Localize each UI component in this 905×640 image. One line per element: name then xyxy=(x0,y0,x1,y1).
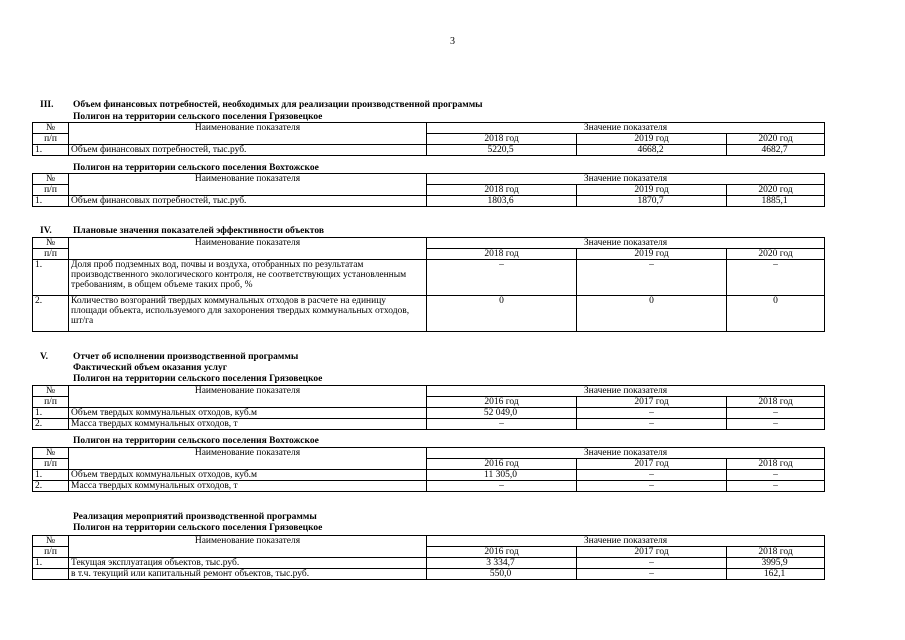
col-no-header: № xyxy=(33,174,69,185)
year-header: 2016 год xyxy=(427,397,577,408)
year-header: 2018 год xyxy=(727,547,825,558)
year-header: 2020 год xyxy=(727,134,825,145)
year-header: 2018 год xyxy=(427,185,577,196)
row-value: 5220,5 xyxy=(427,145,577,156)
row-value: 1885,1 xyxy=(727,196,825,207)
year-header: 2018 год xyxy=(427,249,577,260)
col-name-header: Наименование показателя xyxy=(69,536,427,558)
section-4-title: Плановые значения показателей эффективности объектов xyxy=(73,226,324,236)
table-row xyxy=(33,558,825,569)
section-3-polygon-2: Полигон на территории сельского поселения Вохтожское xyxy=(73,163,319,173)
table-row xyxy=(33,419,825,430)
table-3-1 xyxy=(32,122,825,156)
row-value: 0 xyxy=(427,296,577,332)
row-no xyxy=(33,569,69,580)
table-5-1 xyxy=(32,385,825,430)
col-pp-header: п/п xyxy=(33,185,69,196)
section-5-title: Отчет об исполнении производственной программы xyxy=(73,352,299,362)
row-no: 2. xyxy=(33,481,69,492)
row-value: – xyxy=(727,470,825,481)
year-header: 2018 год xyxy=(427,134,577,145)
row-value: 0 xyxy=(577,296,727,332)
section-5-polygon-1: Полигон на территории сельского поселения Грязовецкое xyxy=(73,374,323,384)
row-no: 2. xyxy=(33,296,69,332)
col-pp-header: п/п xyxy=(33,134,69,145)
year-header: 2019 год xyxy=(577,249,727,260)
row-no: 1. xyxy=(33,470,69,481)
row-value: 3 334,7 xyxy=(427,558,577,569)
row-name: Текущая эксплуатация объектов, тыс.руб. xyxy=(69,558,427,569)
year-header: 2019 год xyxy=(577,134,727,145)
row-value: 4668,2 xyxy=(577,145,727,156)
col-no-header: № xyxy=(33,238,69,249)
col-name-header: Наименование показателя xyxy=(69,238,427,260)
row-value: – xyxy=(577,408,727,419)
year-header: 2016 год xyxy=(427,547,577,558)
table-row xyxy=(33,196,825,207)
row-value: 1803,6 xyxy=(427,196,577,207)
col-pp-header: п/п xyxy=(33,547,69,558)
row-name: Объем финансовых потребностей, тыс.руб. xyxy=(69,145,427,156)
row-no: 1. xyxy=(33,196,69,207)
row-name: Масса твердых коммунальных отходов, т xyxy=(69,481,427,492)
row-name: Количество возгораний твердых коммунальных отходов в расчете на единицу площади объекта, используемого для захоронения твердых коммунальных отходов, шт/га xyxy=(69,296,427,332)
col-value-header: Значение показателя xyxy=(427,448,825,459)
col-name-header: Наименование показателя xyxy=(69,386,427,408)
row-value: – xyxy=(577,260,727,296)
table-row xyxy=(33,260,825,296)
row-value: 4682,7 xyxy=(727,145,825,156)
table-row xyxy=(33,145,825,156)
row-value: 550,0 xyxy=(427,569,577,580)
page-number: 3 xyxy=(450,36,455,47)
section-3-number: III. xyxy=(40,100,54,110)
section-3-title: Объем финансовых потребностей, необходимых для реализации производственной программы xyxy=(73,100,483,110)
row-value: 11 305,0 xyxy=(427,470,577,481)
col-name-header: Наименование показателя xyxy=(69,123,427,145)
table-4 xyxy=(32,237,825,332)
row-no: 2. xyxy=(33,419,69,430)
row-name: Масса твердых коммунальных отходов, т xyxy=(69,419,427,430)
table-5-3 xyxy=(32,535,825,580)
col-name-header: Наименование показателя xyxy=(69,448,427,470)
row-no: 1. xyxy=(33,145,69,156)
col-pp-header: п/п xyxy=(33,249,69,260)
row-value: – xyxy=(427,260,577,296)
table-row xyxy=(33,296,825,332)
section-5-polygon-3: Полигон на территории сельского поселения Грязовецкое xyxy=(73,523,323,533)
row-name: Объем твердых коммунальных отходов, куб.м xyxy=(69,408,427,419)
year-header: 2020 год xyxy=(727,185,825,196)
table-row xyxy=(33,470,825,481)
row-no: 1. xyxy=(33,558,69,569)
row-name: Доля проб подземных вод, почвы и воздуха, отобранных по результатам производственного экологического контроля, не соответствующих установленным требованиям, в общем объеме таких проб, % xyxy=(69,260,427,296)
col-pp-header: п/п xyxy=(33,459,69,470)
col-no-header: № xyxy=(33,448,69,459)
row-value: – xyxy=(577,481,727,492)
row-value: – xyxy=(577,419,727,430)
table-3-2 xyxy=(32,173,825,207)
year-header: 2019 год xyxy=(577,185,727,196)
year-header: 2018 год xyxy=(727,397,825,408)
row-value: – xyxy=(577,569,727,580)
section-5-polygon-2: Полигон на территории сельского поселения Вохтожское xyxy=(73,436,319,446)
row-value: – xyxy=(727,419,825,430)
table-row xyxy=(33,481,825,492)
row-value: 0 xyxy=(727,296,825,332)
year-header: 2018 год xyxy=(727,459,825,470)
row-value: – xyxy=(577,470,727,481)
col-no-header: № xyxy=(33,386,69,397)
row-name: Объем твердых коммунальных отходов, куб.м xyxy=(69,470,427,481)
year-header: 2020 год xyxy=(727,249,825,260)
row-name: Объем финансовых потребностей, тыс.руб. xyxy=(69,196,427,207)
col-value-header: Значение показателя xyxy=(427,123,825,134)
table-row xyxy=(33,569,825,580)
col-pp-header: п/п xyxy=(33,397,69,408)
year-header: 2017 год xyxy=(577,547,727,558)
row-value: – xyxy=(727,260,825,296)
col-name-header: Наименование показателя xyxy=(69,174,427,196)
col-no-header: № xyxy=(33,123,69,134)
measures-title: Реализация мероприятий производственной программы xyxy=(73,512,317,522)
col-value-header: Значение показателя xyxy=(427,238,825,249)
section-5-subtitle: Фактический объем оказания услуг xyxy=(73,363,228,373)
row-no: 1. xyxy=(33,408,69,419)
year-header: 2016 год xyxy=(427,459,577,470)
table-5-2 xyxy=(32,447,825,492)
row-value: – xyxy=(427,419,577,430)
row-no: 1. xyxy=(33,260,69,296)
row-value: – xyxy=(727,408,825,419)
row-value: 162,1 xyxy=(727,569,825,580)
row-name: в т.ч. текущий или капитальный ремонт объектов, тыс.руб. xyxy=(69,569,427,580)
row-value: 1870,7 xyxy=(577,196,727,207)
section-5-number: V. xyxy=(40,352,49,362)
row-value: 52 049,0 xyxy=(427,408,577,419)
section-4-number: IV. xyxy=(40,226,52,236)
row-value: – xyxy=(427,481,577,492)
row-value: – xyxy=(577,558,727,569)
section-3-polygon-1: Полигон на территории сельского поселения Грязовецкое xyxy=(73,112,323,122)
col-value-header: Значение показателя xyxy=(427,386,825,397)
table-row xyxy=(33,408,825,419)
row-value: 3995,9 xyxy=(727,558,825,569)
year-header: 2017 год xyxy=(577,397,727,408)
col-value-header: Значение показателя xyxy=(427,174,825,185)
col-value-header: Значение показателя xyxy=(427,536,825,547)
col-no-header: № xyxy=(33,536,69,547)
year-header: 2017 год xyxy=(577,459,727,470)
row-value: – xyxy=(727,481,825,492)
